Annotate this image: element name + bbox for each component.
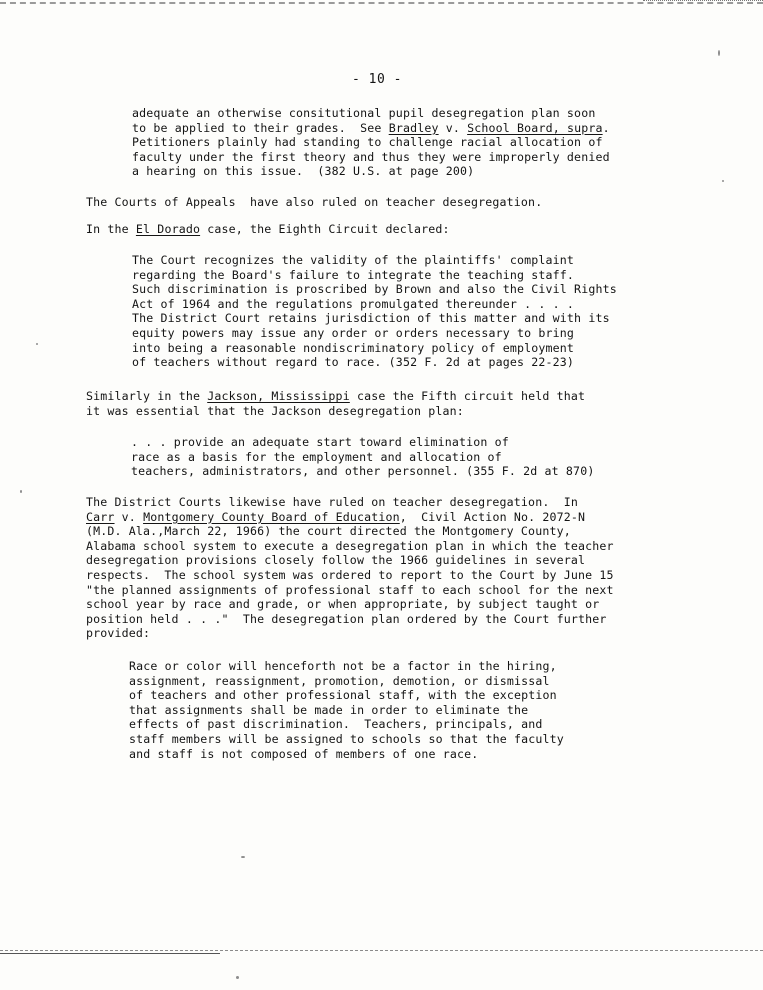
text-run: case, the Eighth Circuit declared: (200, 222, 450, 236)
paragraph-line (86, 389, 585, 403)
scan-speck (241, 856, 245, 858)
block-quote-line: regarding the Board's failure to integrate the teaching staff. (132, 267, 575, 282)
paragraph-line: position held . . ." The desegregation plan ordered by the Court further (86, 611, 607, 626)
text-run: , Civil Action No. 2072-N (399, 509, 586, 524)
block-quote-line: adequate an otherwise consitutional pupil desegregation plan soon (132, 106, 596, 120)
paragraph-line: desegregation provisions closely follow the 1966 guidelines in several (86, 553, 586, 568)
underlined-citation: Montgomery County Board of Education (143, 509, 400, 524)
underlined-citation: Carr (86, 509, 115, 524)
block-quote-line: Petitioners plainly had standing to challenge racial allocation of (132, 135, 603, 150)
underlined-citation: Jackson, Mississippi (207, 389, 350, 403)
paragraph-line: respects. The school system was ordered to report to the Court by June 15 (86, 568, 614, 582)
text-run: v. (114, 509, 144, 524)
scan-speck (36, 343, 38, 345)
page-number: - 10 - (352, 72, 402, 87)
block-quote-line: into being a reasonable nondiscriminatory policy of employment (132, 340, 575, 355)
block-quote-line: teachers, administrators, and other personnel. (355 F. 2d at 870) (131, 464, 595, 479)
block-quote-line: Such discrimination is proscribed by Brown and also the Civil Rights (132, 282, 617, 297)
paragraph-line: (M.D. Ala.,March 22, 1966) the court directed the Montgomery County, (86, 524, 571, 539)
scan-bottom-edge-solid (0, 953, 220, 954)
text-run: to be applied to their grades. See (132, 120, 389, 135)
underlined-citation: El Dorado (135, 222, 201, 236)
block-quote-line: Race or color will henceforth not be a factor in the hiring, (129, 659, 557, 673)
text-run: . (602, 120, 610, 135)
block-quote-line: of teachers without regard to race. (352 F. 2d at pages 22-23) (132, 355, 575, 370)
paragraph-line: The Courts of Appeals have also ruled on teacher desegregation. (86, 195, 543, 209)
block-quote-line: Act of 1964 and the regulations promulgated thereunder . . . . (132, 296, 575, 311)
block-quote-line: effects of past discrimination. Teachers, principals, and (129, 717, 543, 732)
block-quote-line: The Court recognizes the validity of the plaintiffs' complaint (132, 253, 575, 267)
text-run: In the (86, 222, 136, 236)
block-quote-line: staff members will be assigned to schools so that the faculty (129, 732, 564, 746)
text-run: case the Fifth circuit held that (349, 389, 586, 403)
scan-speck (722, 180, 724, 182)
paragraph-line: provided: (86, 626, 151, 641)
paragraph-line: it was essential that the Jackson desegregation plan: (86, 403, 464, 418)
block-quote-line: The District Court retains jurisdiction of this matter and with its (132, 311, 610, 326)
block-quote-line: faculty under the first theory and thus they were improperly denied (132, 149, 610, 164)
block-quote-line: . . . provide an adequate start toward elimination of (131, 435, 509, 449)
block-quote-line (132, 121, 610, 135)
paragraph-line: Alabama school system to execute a desegregation plan in which the teacher (86, 538, 614, 553)
paragraph-line: The District Courts likewise have ruled on teacher desegregation. In (86, 495, 578, 509)
paragraph-line: "the planned assignments of professional staff to each school for the next (86, 582, 614, 597)
scan-top-right-edge (643, 0, 763, 9)
scan-speck (718, 50, 720, 56)
text-run: Similarly in the (86, 389, 208, 403)
block-quote-line: assignment, reassignment, promotion, demotion, or dismissal (129, 673, 550, 688)
paragraph-line (86, 510, 585, 524)
scan-speck (236, 976, 239, 979)
scan-speck (20, 490, 22, 493)
text-run: v. (438, 120, 468, 135)
block-quote-line: that assignments shall be made in order to eliminate the (129, 702, 529, 717)
underlined-citation: School Board, supra (467, 120, 603, 135)
block-quote-line: and staff is not composed of members of one race. (129, 746, 479, 761)
paragraph-line (86, 222, 450, 236)
block-quote-line: equity powers may issue any order or orders necessary to bring (132, 326, 575, 340)
paragraph-line: school year by race and grade, or when appropriate, by subject taught or (86, 597, 600, 612)
block-quote-line: race as a basis for the employment and allocation of (131, 449, 502, 464)
underlined-citation: Bradley (388, 120, 439, 135)
block-quote-line: of teachers and other professional staff, with the exception (129, 688, 557, 703)
block-quote-line: a hearing on this issue. (382 U.S. at page 200) (132, 164, 475, 179)
